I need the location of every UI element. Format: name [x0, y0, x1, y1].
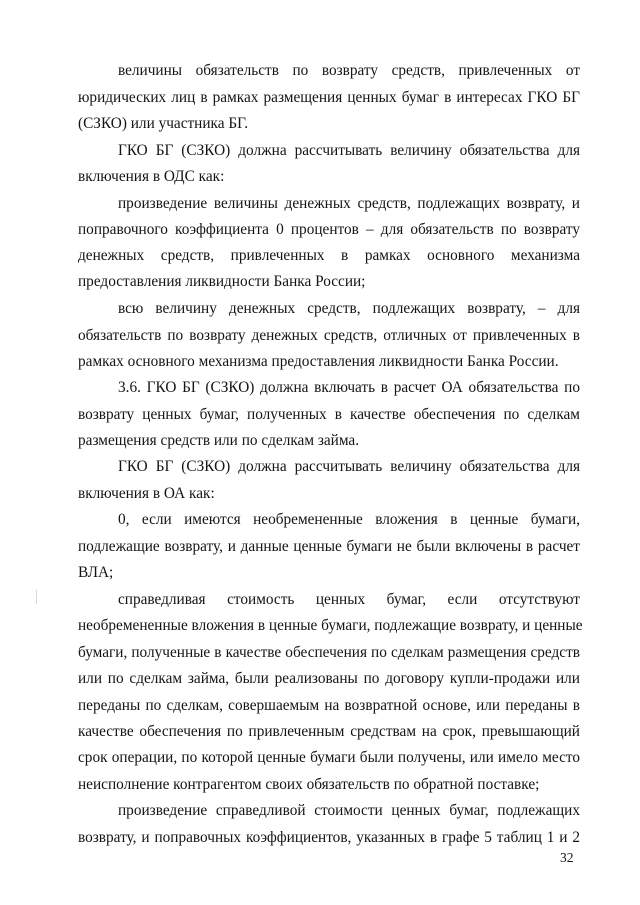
text-line: поправочного коэффициента 0 процентов – для обязательств по возврату: [78, 221, 580, 238]
page-number: 32: [560, 850, 574, 865]
text-line: денежных средств, привлеченных в рамках основного механизма: [78, 247, 580, 264]
scan-margin-mark: [36, 590, 37, 604]
text-line: ВЛА;: [78, 564, 114, 581]
text-line: включения в ОДС как:: [78, 168, 225, 185]
text-line: (СЗКО) или участника БГ.: [78, 115, 249, 132]
text-line: всю величину денежных средств, подлежащих возврату, – для: [118, 300, 580, 317]
text-line: величины обязательств по возврату средств, привлеченных от: [118, 62, 580, 79]
text-line: или по сделкам займа, были реализованы по договору купли-продажи или: [78, 670, 580, 687]
text-line: юридических лиц в рамках размещения ценных бумаг в интересах ГКО БГ: [78, 89, 580, 106]
text-line: необремененные вложения в ценные бумаги, подлежащие возврату, и ценные: [78, 617, 583, 634]
text-line: размещения средств или по сделкам займа.: [78, 432, 360, 449]
text-line: качестве обеспечения по привлеченным средствам на срок, превышающий: [78, 723, 580, 740]
text-line: неисполнение контрагентом своих обязательств по обратной поставке;: [78, 776, 540, 793]
text-line: включения в ОА как:: [78, 485, 215, 502]
text-line: 0, если имеются необремененные вложения в ценные бумаги,: [118, 511, 580, 528]
text-line: срок операции, по которой ценные бумаги были получены, или имело место: [78, 749, 580, 766]
text-line: возврату ценных бумаг, полученных в качестве обеспечения по сделкам: [78, 406, 580, 423]
text-line: 3.6. ГКО БГ (СЗКО) должна включать в расчет ОА обязательства по: [118, 379, 580, 396]
text-line: произведение справедливой стоимости ценных бумаг, подлежащих: [118, 802, 580, 819]
text-line: рамках основного механизма предоставления ликвидности Банка России.: [78, 353, 559, 370]
text-line: переданы по сделкам, совершаемым на возвратной основе, или переданы в: [78, 697, 580, 714]
text-line: ГКО БГ (СЗКО) должна рассчитывать величину обязательства для: [118, 142, 580, 159]
text-line: подлежащие возврату, и данные ценные бумаги не были включены в расчет: [78, 538, 580, 555]
text-line: справедливая стоимость ценных бумаг, если отсутствуют: [118, 591, 580, 608]
text-line: ГКО БГ (СЗКО) должна рассчитывать величину обязательства для: [118, 458, 580, 475]
text-line: предоставления ликвидности Банка России;: [78, 273, 366, 290]
text-line: бумаги, полученные в качестве обеспечения по сделкам размещения средств: [78, 644, 580, 661]
text-line: обязательств по возврату денежных средств, отличных от привлеченных в: [78, 327, 580, 344]
text-line: произведение величины денежных средств, подлежащих возврату, и: [118, 195, 580, 212]
text-line: возврату, и поправочных коэффициентов, указанных в графе 5 таблиц 1 и 2: [78, 829, 580, 846]
